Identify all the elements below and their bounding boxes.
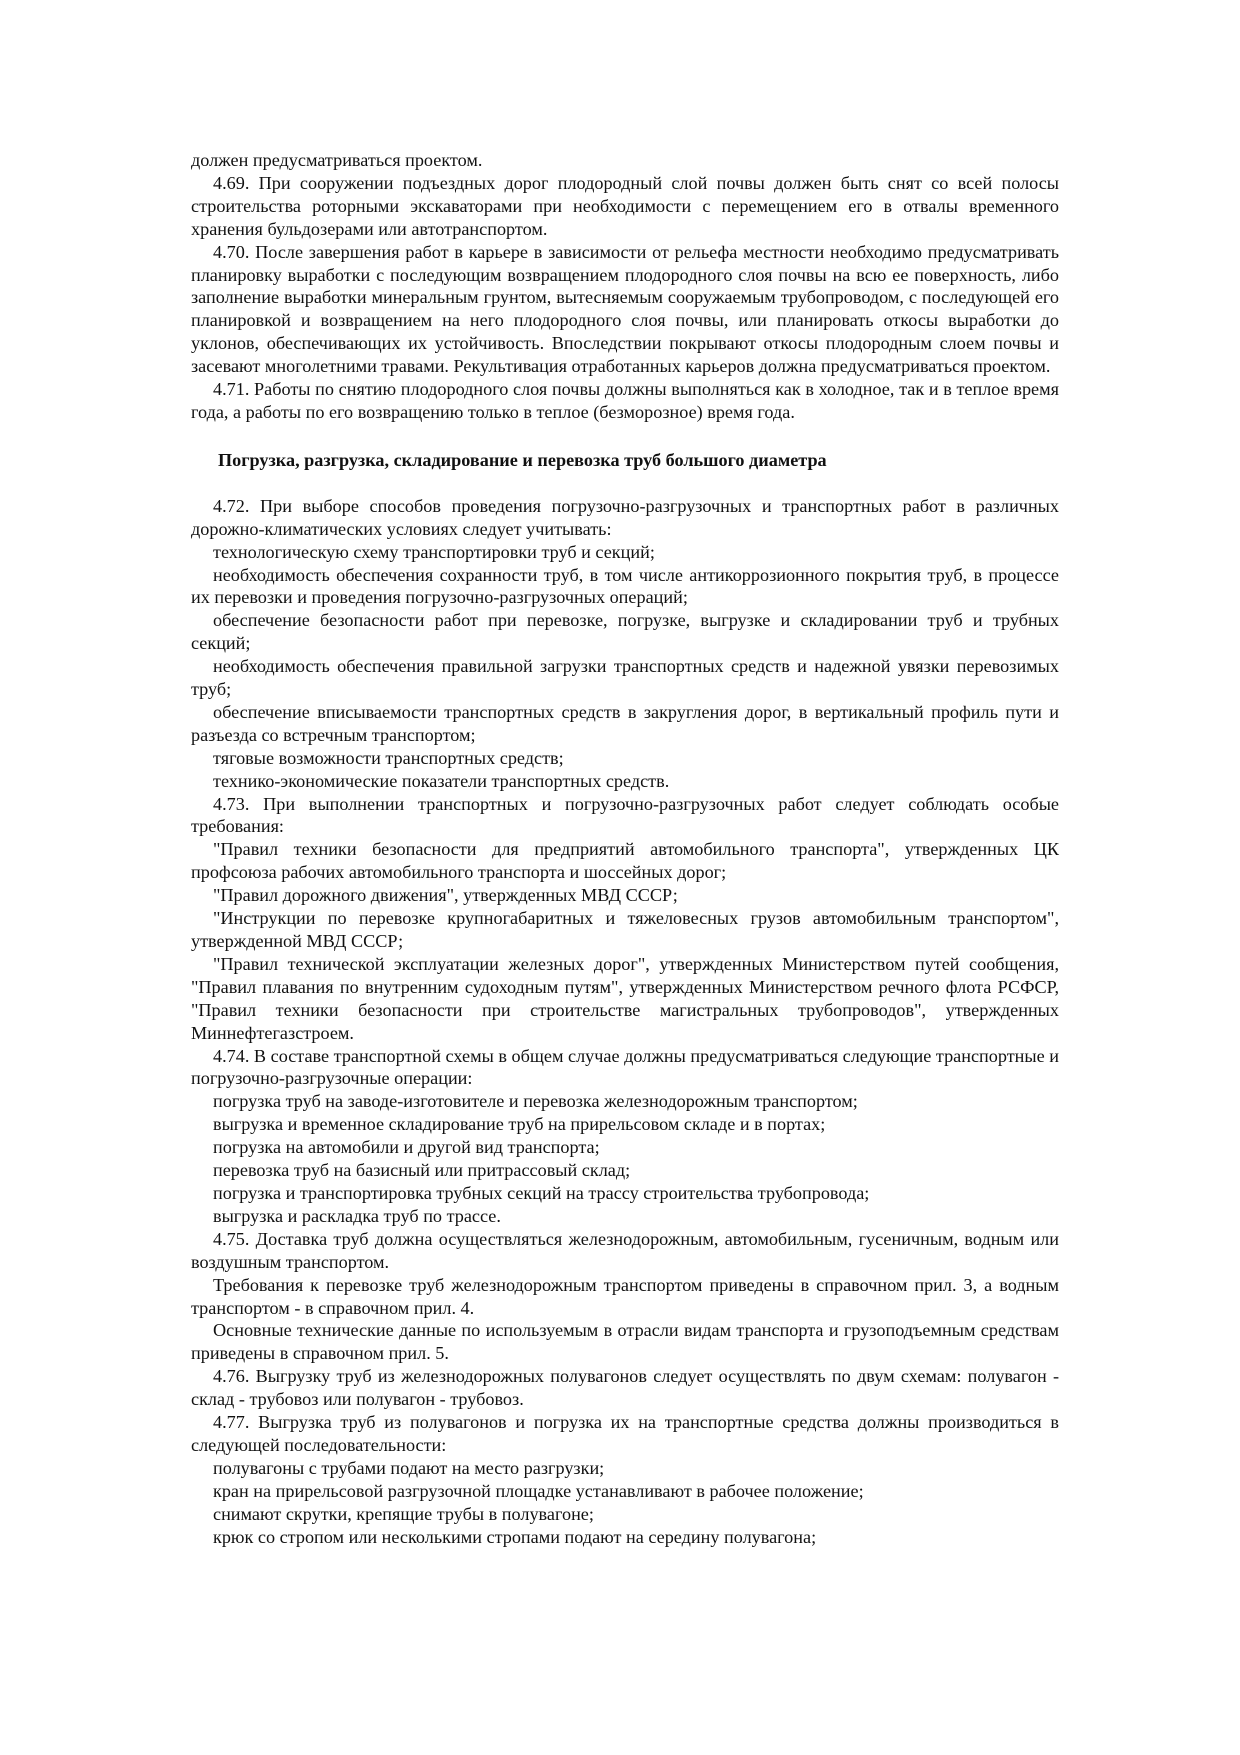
paragraph: 4.76. Выгрузку труб из железнодорожных полувагонов следует осуществлять по двум схемам: полувагон - склад - трубовоз или полувагон - трубовоз. bbox=[191, 1366, 1059, 1410]
paragraph: необходимость обеспечения сохранности труб, в том числе антикоррозионного покрытия труб, в процессе их перевозки и проведения погрузочно-разгрузочных операций; bbox=[191, 564, 1059, 608]
paragraph: выгрузка и временное складирование труб на прирельсовом складе и в портах; bbox=[213, 1114, 826, 1135]
document-page bbox=[191, 149, 1059, 1548]
paragraph: Требования к перевозке труб железнодорожным транспортом приведены в справочном прил. 3, а водным транспортом - в справочном прил. 4. bbox=[191, 1274, 1059, 1318]
paragraph: технико-экономические показатели транспортных средств. bbox=[213, 770, 670, 791]
paragraph: тяговые возможности транспортных средств; bbox=[213, 747, 564, 768]
paragraph: снимают скрутки, крепящие трубы в полувагоне; bbox=[213, 1503, 594, 1524]
section-heading: Погрузка, разгрузка, складирование и перевозка труб большого диаметра bbox=[218, 449, 827, 470]
paragraph: 4.72. При выборе способов проведения погрузочно-разгрузочных и транспортных работ в различных дорожно-климатических условиях следует учитывать: bbox=[191, 495, 1059, 539]
paragraph: крюк со стропом или несколькими стропами подают на середину полувагона; bbox=[213, 1526, 817, 1547]
paragraph: 4.74. В составе транспортной схемы в общем случае должны предусматриваться следующие транспортные и погрузочно-разгрузочные операции: bbox=[191, 1045, 1059, 1089]
paragraph: обеспечение вписываемости транспортных средств в закругления дорог, в вертикальный профиль пути и разъезда со встречным транспортом; bbox=[191, 701, 1059, 745]
paragraph: полувагоны с трубами подают на место разгрузки; bbox=[213, 1457, 605, 1478]
paragraph: 4.71. Работы по снятию плодородного слоя почвы должны выполняться как в холодное, так и в теплое время года, а работы по его возвращению только в теплое (безморозное) время года. bbox=[191, 379, 1059, 422]
text-section-before bbox=[191, 149, 1059, 424]
text-section-after bbox=[191, 495, 1059, 1549]
paragraph: перевозка труб на базисный или притрассовый склад; bbox=[213, 1160, 631, 1181]
paragraph: должен предусматриваться проектом. bbox=[191, 150, 483, 170]
paragraph: погрузка и транспортировка трубных секций на трассу строительства трубопровода; bbox=[213, 1182, 870, 1203]
paragraph: погрузка на автомобили и другой вид транспорта; bbox=[213, 1137, 600, 1158]
paragraph: технологическую схему транспортировки труб и секций; bbox=[213, 541, 655, 562]
paragraph: необходимость обеспечения правильной загрузки транспортных средств и надежной увязки перевозимых труб; bbox=[191, 656, 1059, 700]
paragraph: 4.70. После завершения работ в карьере в зависимости от рельефа местности необходимо предусматривать планировку выработки с последующим возвращением плодородного слоя почвы на всю ее поверхность, либо заполнение выработки минеральным грунтом, вытесняемым сооружаемым трубопроводом, с последующей его планировкой и возвращением на него плодородного слоя почвы, или планировать откосы выработки до уклонов, обеспечивающих их устойчивость. Впоследствии покрывают откосы плодородным слоем почвы и засевают многолетними травами. Рекультивация отработанных карьеров должна предусматриваться проектом. bbox=[191, 241, 1059, 377]
paragraph: обеспечение безопасности работ при перевозке, погрузке, выгрузке и складировании труб и трубных секций; bbox=[191, 610, 1059, 654]
paragraph: "Правил техники безопасности для предприятий автомобильного транспорта", утвержденных ЦК профсоюза рабочих автомобильного транспорта и шоссейных дорог; bbox=[191, 839, 1059, 883]
paragraph: "Правил дорожного движения", утвержденных МВД СССР; bbox=[213, 885, 678, 906]
paragraph: 4.73. При выполнении транспортных и погрузочно-разгрузочных работ следует соблюдать особые требования: bbox=[191, 793, 1059, 837]
paragraph: кран на прирельсовой разгрузочной площадке устанавливают в рабочее положение; bbox=[213, 1480, 864, 1501]
paragraph: 4.75. Доставка труб должна осуществляться железнодорожным, автомобильным, гусеничным, водным или воздушным транспортом. bbox=[191, 1228, 1059, 1272]
paragraph: погрузка труб на заводе-изготовителе и перевозка железнодорожным транспортом; bbox=[213, 1091, 858, 1112]
paragraph: выгрузка и раскладка труб по трассе. bbox=[213, 1205, 501, 1226]
paragraph: Основные технические данные по используемым в отрасли видам транспорта и грузоподъемным средствам приведены в справочном прил. 5. bbox=[191, 1320, 1059, 1364]
paragraph: 4.77. Выгрузка труб из полувагонов и погрузка их на транспортные средства должны производиться в следующей последовательности: bbox=[191, 1412, 1059, 1455]
paragraph: 4.69. При сооружении подъездных дорог плодородный слой почвы должен быть снят со всей полосы строительства роторными экскаваторами при необходимости с перемещением его в отвалы временного хранения бульдозерами или автотранспортом. bbox=[191, 172, 1059, 239]
paragraph: "Инструкции по перевозке крупногабаритных и тяжеловесных грузов автомобильным транспортом", утвержденной МВД СССР; bbox=[191, 908, 1059, 951]
paragraph: "Правил технической эксплуатации железных дорог", утвержденных Министерством путей сообщения, "Правил плавания по внутренним судоходным путям", утвержденных Министерством речного флота РСФСР, "Правил техники безопасности при строительстве магистральных трубопроводов", утвержденных Миннефтегазстроем. bbox=[191, 953, 1059, 1043]
